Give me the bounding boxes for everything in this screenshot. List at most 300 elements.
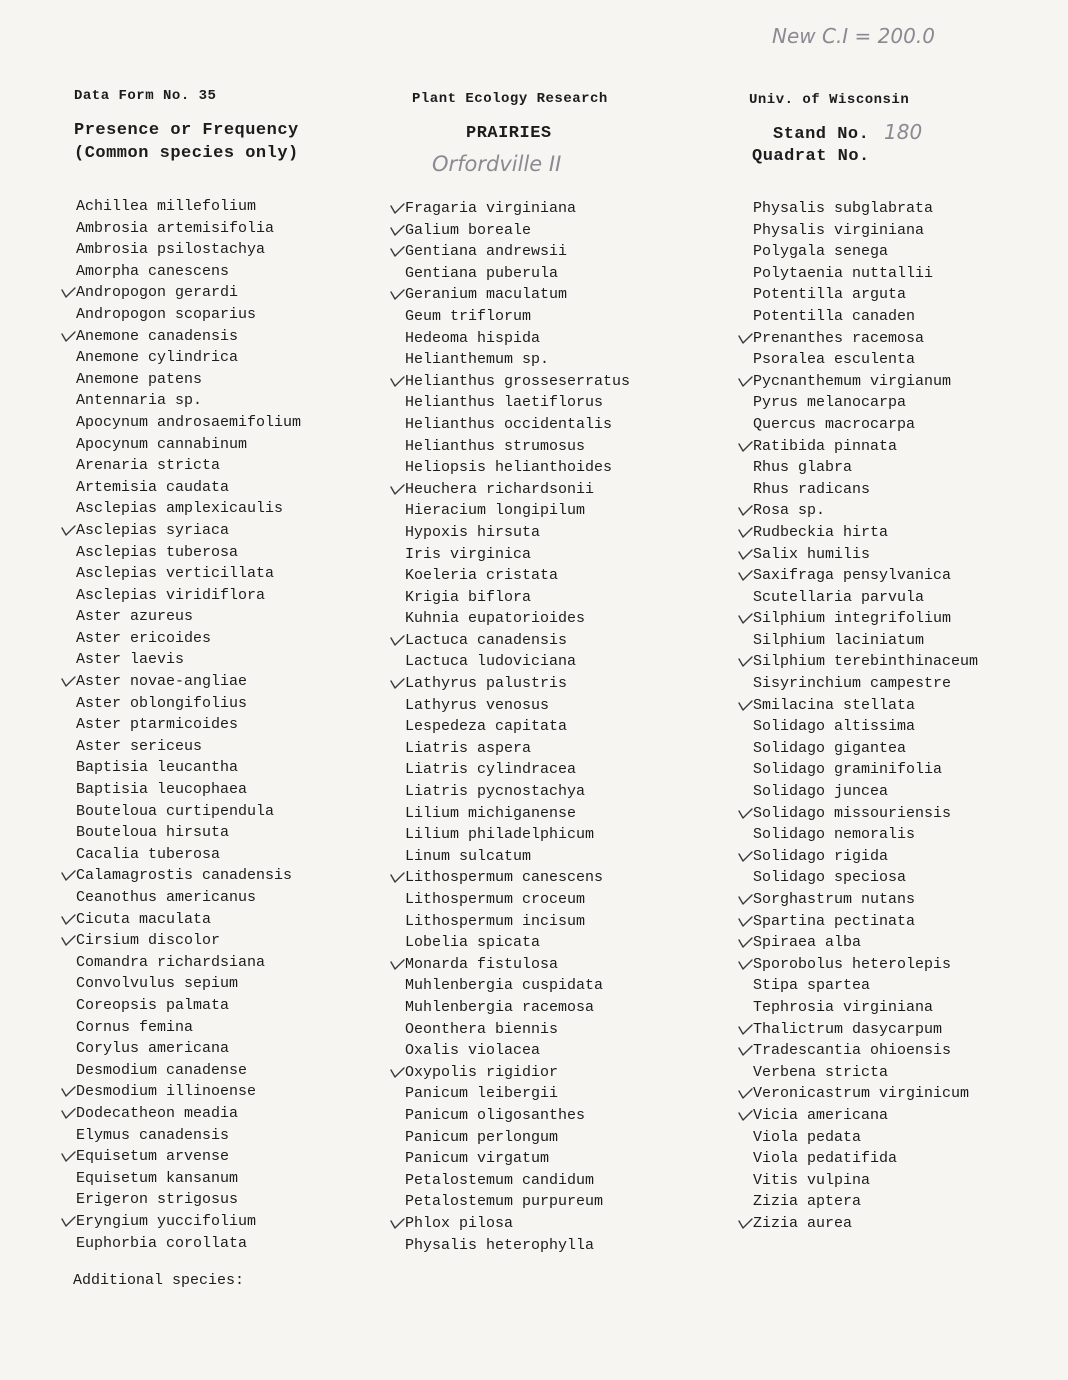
- checkmark-icon: [61, 286, 76, 298]
- species-row: [76, 498, 301, 520]
- species-name: Baptisia leucantha: [76, 759, 239, 777]
- checkmark-icon: [390, 245, 405, 257]
- species-row: [753, 241, 978, 263]
- species-row: [76, 844, 301, 866]
- species-name: Equisetum arvense: [76, 1148, 230, 1166]
- species-row: [753, 673, 978, 695]
- species-row: [76, 196, 301, 218]
- species-row: [753, 198, 978, 220]
- species-name: Oeonthera biennis: [405, 1020, 559, 1038]
- species-row: [405, 284, 630, 306]
- checkmark-icon: [738, 1109, 753, 1121]
- species-row: [753, 695, 978, 717]
- species-name: Solidago missouriensis: [753, 804, 952, 822]
- species-name: Verbena stricta: [753, 1063, 889, 1081]
- species-row: [405, 1235, 630, 1257]
- checkmark-icon: [738, 569, 753, 581]
- species-row: [405, 198, 630, 220]
- species-row: [753, 284, 978, 306]
- species-name: Petalostemum candidum: [405, 1171, 595, 1189]
- stand-number-value: 180: [884, 120, 923, 144]
- checkmark-icon: [390, 1066, 405, 1078]
- species-name: Aster ptarmicoides: [76, 716, 239, 734]
- species-row: [753, 1148, 978, 1170]
- species-name: Solidago altissima: [753, 718, 916, 736]
- species-row: [753, 781, 978, 803]
- species-row: [76, 390, 301, 412]
- checkmark-icon: [390, 224, 405, 236]
- species-row: [753, 1191, 978, 1213]
- species-name: Lathyrus palustris: [405, 675, 568, 693]
- species-name: Aster sericeus: [76, 737, 203, 755]
- species-row: [76, 973, 301, 995]
- checkmark-icon: [738, 440, 753, 452]
- species-name: Muhlenbergia racemosa: [405, 998, 595, 1016]
- species-row: [753, 263, 978, 285]
- species-row: [405, 522, 630, 544]
- species-name: Spiraea alba: [753, 934, 862, 952]
- species-name: Spartina pectinata: [753, 912, 916, 930]
- species-row: [405, 781, 630, 803]
- species-name: Lobelia spicata: [405, 934, 541, 952]
- species-row: [405, 220, 630, 242]
- species-name: Solidago juncea: [753, 783, 889, 801]
- species-name: Lithospermum incisum: [405, 912, 586, 930]
- species-name: Quercus macrocarpa: [753, 415, 916, 433]
- species-row: [753, 1105, 978, 1127]
- species-name: Rosa sp.: [753, 502, 826, 520]
- site-name-handwritten: Orfordville II: [432, 152, 562, 176]
- species-row: [76, 1168, 301, 1190]
- species-row: [76, 326, 301, 348]
- species-row: [753, 1019, 978, 1041]
- species-row: [405, 436, 630, 458]
- species-row: [76, 909, 301, 931]
- species-name: Aster ericoides: [76, 629, 212, 647]
- species-row: [753, 608, 978, 630]
- species-row: [405, 1019, 630, 1041]
- species-row: [405, 1213, 630, 1235]
- species-row: [405, 263, 630, 285]
- species-name: Cirsium discolor: [76, 932, 221, 950]
- species-name: Liatris pycnostachya: [405, 783, 586, 801]
- checkmark-icon: [390, 202, 405, 214]
- species-row: [753, 414, 978, 436]
- species-name: Lilium michiganense: [405, 804, 577, 822]
- species-name: Rudbeckia hirta: [753, 523, 889, 541]
- checkmark-icon: [61, 1085, 76, 1097]
- species-name: Stipa spartea: [753, 977, 871, 995]
- checkmark-icon: [738, 699, 753, 711]
- species-name: Baptisia leucophaea: [76, 781, 248, 799]
- species-row: [753, 932, 978, 954]
- species-row: [405, 997, 630, 1019]
- species-name: Elymus canadensis: [76, 1126, 230, 1144]
- species-row: [76, 1189, 301, 1211]
- species-row: [405, 803, 630, 825]
- species-name: Thalictrum dasycarpum: [753, 1020, 943, 1038]
- species-row: [405, 306, 630, 328]
- species-row: [405, 738, 630, 760]
- species-column-right: [753, 198, 978, 1235]
- species-row: [753, 716, 978, 738]
- checkmark-icon: [738, 548, 753, 560]
- species-name: Oxypolis rigidior: [405, 1063, 559, 1081]
- university-name: Univ. of Wisconsin: [749, 92, 910, 108]
- species-row: [753, 220, 978, 242]
- species-name: Bouteloua curtipendula: [76, 802, 275, 820]
- species-row: [76, 952, 301, 974]
- species-name: Vitis vulpina: [753, 1171, 871, 1189]
- species-row: [405, 630, 630, 652]
- species-name: Physalis heterophylla: [405, 1236, 595, 1254]
- species-name: Fragaria virginiana: [405, 200, 577, 217]
- species-row: [753, 328, 978, 350]
- species-name: Viola pedata: [753, 1128, 862, 1146]
- checkmark-icon: [61, 1107, 76, 1119]
- species-row: [76, 261, 301, 283]
- checkmark-icon: [61, 524, 76, 536]
- species-row: [405, 1170, 630, 1192]
- species-row: [76, 520, 301, 542]
- species-name: Kuhnia eupatorioides: [405, 610, 586, 628]
- species-row: [753, 436, 978, 458]
- species-row: [76, 1081, 301, 1103]
- species-row: [76, 649, 301, 671]
- species-name: Geranium maculatum: [405, 286, 568, 304]
- species-name: Krigia biflora: [405, 588, 532, 606]
- checkmark-icon: [61, 330, 76, 342]
- species-name: Panicum perlongum: [405, 1128, 559, 1146]
- species-name: Scutellaria parvula: [753, 588, 925, 606]
- checkmark-icon: [390, 677, 405, 689]
- species-name: Gentiana puberula: [405, 264, 559, 282]
- checkmark-icon: [390, 483, 405, 495]
- species-name: Lithospermum canescens: [405, 869, 604, 887]
- species-row: [76, 822, 301, 844]
- species-name: Sorghastrum nutans: [753, 891, 916, 908]
- checkmark-icon: [738, 1087, 753, 1099]
- checkmark-icon: [738, 332, 753, 344]
- species-row: [753, 867, 978, 889]
- species-row: [405, 392, 630, 414]
- species-name: Viola pedatifida: [753, 1150, 898, 1168]
- checkmark-icon: [738, 915, 753, 927]
- species-name: Oxalis violacea: [405, 1042, 541, 1060]
- species-name: Galium boreale: [405, 221, 532, 239]
- species-row: [753, 651, 978, 673]
- species-row: [753, 522, 978, 544]
- species-name: Anemone cylindrica: [76, 349, 239, 367]
- species-name: Panicum leibergii: [405, 1085, 559, 1103]
- species-row: [76, 736, 301, 758]
- species-row: [76, 347, 301, 369]
- species-row: [405, 500, 630, 522]
- checkmark-icon: [738, 936, 753, 948]
- species-name: Ceanothus americanus: [76, 889, 257, 906]
- species-name: Achillea millefolium: [76, 198, 257, 215]
- species-name: Pyrus melanocarpa: [753, 394, 907, 412]
- species-row: [753, 500, 978, 522]
- species-name: Helianthemum sp.: [405, 351, 550, 369]
- species-name: Lactuca canadensis: [405, 631, 568, 649]
- species-row: [76, 865, 301, 887]
- species-name: Asclepias viridiflora: [76, 586, 266, 604]
- species-row: [753, 1213, 978, 1235]
- species-row: [753, 1170, 978, 1192]
- species-name: Ambrosia artemisifolia: [76, 219, 275, 237]
- species-row: [76, 434, 301, 456]
- checkmark-icon: [738, 375, 753, 387]
- species-row: [753, 544, 978, 566]
- species-row: [753, 306, 978, 328]
- checkmark-icon: [390, 288, 405, 300]
- species-name: Lespedeza capitata: [405, 718, 568, 736]
- species-name: Gentiana andrewsii: [405, 243, 568, 261]
- handwritten-ci-note: New C.I = 200.0: [772, 24, 935, 48]
- species-name: Muhlenbergia cuspidata: [405, 977, 604, 995]
- checkmark-icon: [738, 1044, 753, 1056]
- species-name: Monarda fistulosa: [405, 955, 559, 973]
- species-name: Rhus glabra: [753, 459, 853, 477]
- species-name: Antennaria sp.: [76, 392, 203, 410]
- species-row: [405, 975, 630, 997]
- checkmark-icon: [390, 958, 405, 970]
- species-row: [753, 954, 978, 976]
- species-row: [76, 1060, 301, 1082]
- species-name: Liatris cylindracea: [405, 761, 577, 779]
- species-row: [405, 1062, 630, 1084]
- checkmark-icon: [738, 958, 753, 970]
- species-name: Coreopsis palmata: [76, 996, 230, 1014]
- species-name: Erigeron strigosus: [76, 1191, 239, 1209]
- species-name: Silphium terebinthinaceum: [753, 653, 979, 671]
- species-name: Solidago rigida: [753, 847, 889, 865]
- species-row: [753, 371, 978, 393]
- species-row: [405, 371, 630, 393]
- checkmark-icon: [61, 1150, 76, 1162]
- species-row: [405, 241, 630, 263]
- species-row: [753, 803, 978, 825]
- quadrat-label: Quadrat No.: [752, 147, 870, 166]
- species-name: Calamagrostis canadensis: [76, 867, 293, 885]
- species-name: Lathyrus venosus: [405, 696, 550, 714]
- species-row: [405, 651, 630, 673]
- species-name: Arenaria stricta: [76, 457, 221, 475]
- species-row: [405, 716, 630, 738]
- checkmark-icon: [61, 1215, 76, 1227]
- species-name: Asclepias amplexicaulis: [76, 500, 284, 518]
- species-name: Comandra richardsiana: [76, 953, 266, 971]
- species-row: [753, 1040, 978, 1062]
- species-name: Anemone canadensis: [76, 327, 239, 345]
- species-row: [76, 887, 301, 909]
- species-row: [753, 1062, 978, 1084]
- species-row: [405, 457, 630, 479]
- species-name: Cicuta maculata: [76, 910, 212, 928]
- species-row: [76, 1146, 301, 1168]
- species-row: [753, 587, 978, 609]
- species-name: Equisetum kansanum: [76, 1169, 239, 1187]
- species-row: [753, 392, 978, 414]
- species-name: Geum triflorum: [405, 307, 532, 325]
- stand-label: Stand No.: [773, 125, 870, 144]
- species-row: [405, 1083, 630, 1105]
- species-name: Hieracium longipilum: [405, 502, 586, 520]
- species-row: [76, 693, 301, 715]
- species-name: Phlox pilosa: [405, 1214, 514, 1232]
- species-name: Pycnanthemum virgianum: [753, 372, 952, 390]
- species-name: Lithospermum croceum: [405, 891, 586, 908]
- species-name: Prenanthes racemosa: [753, 329, 925, 347]
- species-name: Panicum virgatum: [405, 1150, 550, 1168]
- checkmark-icon: [390, 375, 405, 387]
- checkmark-icon: [738, 807, 753, 819]
- species-row: [405, 565, 630, 587]
- species-name: Helianthus strumosus: [405, 437, 586, 455]
- checkmark-icon: [738, 1217, 753, 1229]
- species-row: [405, 1148, 630, 1170]
- species-row: [76, 477, 301, 499]
- species-row: [405, 544, 630, 566]
- species-name: Zizia aptera: [753, 1193, 862, 1211]
- species-name: Eryngium yuccifolium: [76, 1212, 257, 1230]
- species-row: [753, 889, 978, 911]
- species-row: [76, 1038, 301, 1060]
- species-row: [753, 457, 978, 479]
- species-row: [753, 565, 978, 587]
- species-row: [76, 1103, 301, 1125]
- species-name: Apocynum androsaemifolium: [76, 413, 302, 431]
- species-row: [405, 1127, 630, 1149]
- species-row: [76, 757, 301, 779]
- species-name: Hypoxis hirsuta: [405, 523, 541, 541]
- species-row: [405, 1105, 630, 1127]
- species-name: Desmodium illinoense: [76, 1083, 257, 1101]
- species-name: Apocynum cannabinum: [76, 435, 248, 453]
- species-row: [405, 349, 630, 371]
- species-name: Solidago nemoralis: [753, 826, 916, 844]
- species-row: [405, 328, 630, 350]
- species-name: Asclepias verticillata: [76, 565, 275, 583]
- species-row: [753, 975, 978, 997]
- species-name: Anemone patens: [76, 370, 203, 388]
- species-name: Lactuca ludoviciana: [405, 653, 577, 671]
- checkmark-icon: [61, 675, 76, 687]
- checkmark-icon: [738, 655, 753, 667]
- checkmark-icon: [390, 1217, 405, 1229]
- species-row: [76, 1211, 301, 1233]
- checkmark-icon: [738, 526, 753, 538]
- species-row: [76, 585, 301, 607]
- species-name: Vicia americana: [753, 1106, 889, 1124]
- species-name: Cornus femina: [76, 1018, 194, 1036]
- species-row: [753, 997, 978, 1019]
- species-row: [753, 738, 978, 760]
- species-row: [76, 369, 301, 391]
- species-row: [753, 479, 978, 501]
- species-row: [405, 608, 630, 630]
- species-name: Andropogon gerardi: [76, 284, 239, 302]
- checkmark-icon: [61, 869, 76, 881]
- species-name: Silphium integrifolium: [753, 610, 952, 628]
- species-row: [76, 671, 301, 693]
- species-name: Andropogon scoparius: [76, 305, 257, 323]
- species-row: [405, 867, 630, 889]
- species-name: Saxifraga pensylvanica: [753, 567, 952, 585]
- species-name: Aster novae-angliae: [76, 673, 248, 691]
- species-row: [76, 304, 301, 326]
- species-row: [753, 349, 978, 371]
- presence-title: Presence or Frequency: [74, 121, 299, 140]
- species-name: Helianthus laetiflorus: [405, 394, 604, 412]
- checkmark-icon: [738, 612, 753, 624]
- species-name: Hedeoma hispida: [405, 329, 541, 347]
- species-row: [405, 587, 630, 609]
- checkmark-icon: [390, 871, 405, 883]
- species-name: Lilium philadelphicum: [405, 826, 595, 844]
- species-name: Helianthus occidentalis: [405, 415, 613, 433]
- species-name: Smilacina stellata: [753, 696, 916, 714]
- species-name: Euphorbia corollata: [76, 1234, 248, 1252]
- species-row: [76, 1017, 301, 1039]
- species-name: Iris virginica: [405, 545, 532, 563]
- species-row: [405, 824, 630, 846]
- species-name: Ratibida pinnata: [753, 437, 898, 455]
- form-number: Data Form No. 35: [74, 88, 217, 104]
- species-name: Helianthus grosseserratus: [405, 372, 631, 390]
- species-name: Asclepias syriaca: [76, 521, 230, 539]
- species-name: Physalis subglabrata: [753, 200, 934, 217]
- species-name: Tradescantia ohioensis: [753, 1042, 952, 1060]
- checkmark-icon: [390, 634, 405, 646]
- species-row: [405, 695, 630, 717]
- species-name: Convolvulus sepium: [76, 975, 239, 993]
- species-row: [405, 932, 630, 954]
- species-name: Psoralea esculenta: [753, 351, 916, 369]
- species-row: [76, 714, 301, 736]
- checkmark-icon: [61, 934, 76, 946]
- species-name: Zizia aurea: [753, 1214, 853, 1232]
- species-row: [405, 673, 630, 695]
- species-row: [76, 218, 301, 240]
- checkmark-icon: [738, 893, 753, 905]
- species-name: Rhus radicans: [753, 480, 871, 498]
- species-row: [76, 455, 301, 477]
- species-name: Bouteloua hirsuta: [76, 824, 230, 842]
- species-name: Dodecatheon meadia: [76, 1104, 239, 1122]
- species-name: Salix humilis: [753, 545, 871, 563]
- species-name: Linum sulcatum: [405, 847, 532, 865]
- species-row: [753, 1083, 978, 1105]
- species-name: Ambrosia psilostachya: [76, 241, 266, 259]
- species-name: Amorpha canescens: [76, 262, 230, 280]
- species-row: [753, 846, 978, 868]
- prairies-title: PRAIRIES: [466, 124, 552, 143]
- species-name: Sporobolus heterolepis: [753, 955, 952, 973]
- species-name: Sisyrinchium campestre: [753, 675, 952, 693]
- species-row: [405, 1040, 630, 1062]
- species-name: Petalostemum purpureum: [405, 1193, 604, 1211]
- species-name: Liatris aspera: [405, 739, 532, 757]
- species-row: [753, 911, 978, 933]
- species-row: [76, 1233, 301, 1255]
- species-name: Desmodium canadense: [76, 1061, 248, 1079]
- species-name: Polygala senega: [753, 243, 889, 261]
- species-row: [76, 779, 301, 801]
- species-row: [405, 954, 630, 976]
- species-name: Panicum oligosanthes: [405, 1106, 586, 1124]
